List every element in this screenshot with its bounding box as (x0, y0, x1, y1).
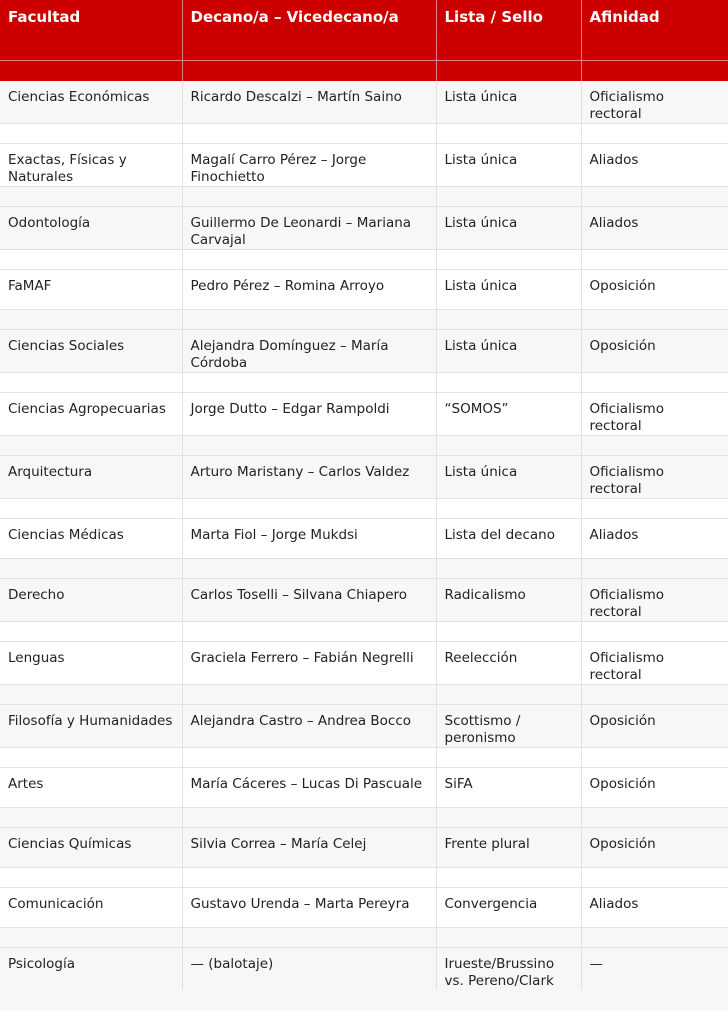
spacer-cell (581, 747, 728, 767)
spacer-cell (581, 927, 728, 947)
spacer-cell (436, 309, 581, 329)
spacer-cell (436, 186, 581, 206)
header-lista: Lista / Sello (436, 0, 581, 60)
spacer-cell (436, 747, 581, 767)
spacer-cell (0, 807, 182, 827)
cell-lista: Reelección (436, 641, 581, 684)
table-row (0, 269, 728, 309)
spacer-cell (182, 249, 436, 269)
header-band (182, 60, 436, 81)
spacer-cell (0, 927, 182, 947)
header-band (581, 60, 728, 81)
table-row (0, 455, 728, 498)
spacer-cell (182, 498, 436, 518)
row-spacer (0, 621, 728, 641)
cell-facultad: Derecho (0, 578, 182, 621)
spacer-cell (0, 186, 182, 206)
cell-lista: Frente plural (436, 827, 581, 867)
spacer-cell (436, 498, 581, 518)
table-body (0, 81, 728, 1010)
cell-afinidad: Oposición (581, 269, 728, 309)
table-row (0, 827, 728, 867)
header-decano: Decano/a – Vicedecano/a (182, 0, 436, 60)
spacer-cell (0, 621, 182, 641)
spacer-cell (436, 621, 581, 641)
cell-lista: Convergencia (436, 887, 581, 927)
spacer-cell (182, 372, 436, 392)
cell-facultad: Artes (0, 767, 182, 807)
spacer-cell (182, 309, 436, 329)
cell-lista: Irueste/Brussino vs. Pereno/Clark (436, 947, 581, 990)
spacer-cell (0, 123, 182, 143)
spacer-cell (182, 435, 436, 455)
cell-autoridades: María Cáceres – Lucas Di Pascuale (182, 767, 436, 807)
cell-lista: SiFA (436, 767, 581, 807)
cell-autoridades: Alejandra Domínguez – María Córdoba (182, 329, 436, 372)
header-facultad: Facultad (0, 0, 182, 60)
spacer-cell (581, 684, 728, 704)
cell-facultad: Ciencias Médicas (0, 518, 182, 558)
cell-autoridades: Jorge Dutto – Edgar Rampoldi (182, 392, 436, 435)
cell-autoridades: Alejandra Castro – Andrea Bocco (182, 704, 436, 747)
table-row (0, 392, 728, 435)
spacer-cell (436, 867, 581, 887)
spacer-cell (436, 372, 581, 392)
cell-afinidad: Oficialismo rectoral (581, 641, 728, 684)
cell-afinidad: Aliados (581, 143, 728, 186)
cell-autoridades: Gustavo Urenda – Marta Pereyra (182, 887, 436, 927)
table-row (0, 578, 728, 621)
spacer-cell (0, 558, 182, 578)
spacer-cell (436, 558, 581, 578)
spacer-cell (0, 747, 182, 767)
spacer-cell (0, 990, 182, 1010)
row-spacer (0, 498, 728, 518)
table-row (0, 329, 728, 372)
cell-lista: Lista única (436, 455, 581, 498)
cell-lista: Lista única (436, 329, 581, 372)
cell-autoridades: Pedro Pérez – Romina Arroyo (182, 269, 436, 309)
spacer-cell (0, 498, 182, 518)
cell-autoridades: — (balotaje) (182, 947, 436, 990)
cell-afinidad: Oficialismo rectoral (581, 392, 728, 435)
header-band (436, 60, 581, 81)
cell-lista: “SOMOS” (436, 392, 581, 435)
spacer-cell (581, 123, 728, 143)
cell-lista: Lista única (436, 269, 581, 309)
spacer-cell (581, 558, 728, 578)
spacer-cell (436, 435, 581, 455)
row-spacer (0, 123, 728, 143)
spacer-cell (182, 990, 436, 1010)
cell-facultad: Filosofía y Humanidades (0, 704, 182, 747)
spacer-cell (581, 372, 728, 392)
cell-afinidad: Oficialismo rectoral (581, 455, 728, 498)
table-row (0, 887, 728, 927)
spacer-cell (436, 807, 581, 827)
spacer-cell (182, 807, 436, 827)
spacer-cell (182, 558, 436, 578)
table-row (0, 641, 728, 684)
cell-facultad: FaMAF (0, 269, 182, 309)
spacer-cell (182, 684, 436, 704)
cell-facultad: Exactas, Físicas y Naturales (0, 143, 182, 186)
cell-autoridades: Carlos Toselli – Silvana Chiapero (182, 578, 436, 621)
spacer-cell (182, 621, 436, 641)
spacer-cell (436, 249, 581, 269)
cell-autoridades: Guillermo De Leonardi – Mariana Carvajal (182, 206, 436, 249)
table-row (0, 767, 728, 807)
spacer-cell (581, 309, 728, 329)
header-afinidad: Afinidad (581, 0, 728, 60)
row-spacer (0, 747, 728, 767)
spacer-cell (182, 186, 436, 206)
cell-autoridades: Magalí Carro Pérez – Jorge Finochietto (182, 143, 436, 186)
cell-lista: Lista única (436, 81, 581, 124)
cell-afinidad: — (581, 947, 728, 990)
spacer-cell (581, 498, 728, 518)
spacer-cell (0, 684, 182, 704)
row-spacer (0, 684, 728, 704)
cell-autoridades: Ricardo Descalzi – Martín Saino (182, 81, 436, 124)
table-row (0, 81, 728, 124)
row-spacer (0, 990, 728, 1010)
row-spacer (0, 309, 728, 329)
spacer-cell (0, 309, 182, 329)
spacer-cell (581, 807, 728, 827)
spacer-cell (581, 249, 728, 269)
table-row (0, 143, 728, 186)
spacer-cell (436, 123, 581, 143)
row-spacer (0, 927, 728, 947)
cell-afinidad: Aliados (581, 887, 728, 927)
table-row (0, 518, 728, 558)
cell-facultad: Ciencias Sociales (0, 329, 182, 372)
row-spacer (0, 807, 728, 827)
spacer-cell (436, 684, 581, 704)
table-row (0, 947, 728, 990)
spacer-cell (0, 249, 182, 269)
cell-lista: Lista del decano (436, 518, 581, 558)
spacer-cell (182, 867, 436, 887)
cell-facultad: Psicología (0, 947, 182, 990)
cell-facultad: Ciencias Agropecuarias (0, 392, 182, 435)
cell-afinidad: Oposición (581, 329, 728, 372)
table-row (0, 206, 728, 249)
row-spacer (0, 249, 728, 269)
row-spacer (0, 372, 728, 392)
row-spacer (0, 867, 728, 887)
cell-facultad: Odontología (0, 206, 182, 249)
cell-afinidad: Oposición (581, 704, 728, 747)
row-spacer (0, 435, 728, 455)
cell-autoridades: Silvia Correa – María Celej (182, 827, 436, 867)
cell-autoridades: Marta Fiol – Jorge Mukdsi (182, 518, 436, 558)
spacer-cell (182, 747, 436, 767)
spacer-cell (581, 867, 728, 887)
cell-afinidad: Aliados (581, 206, 728, 249)
spacer-cell (436, 927, 581, 947)
spacer-cell (581, 621, 728, 641)
cell-facultad: Ciencias Económicas (0, 81, 182, 124)
spacer-cell (436, 990, 581, 1010)
cell-afinidad: Oposición (581, 827, 728, 867)
cell-afinidad: Aliados (581, 518, 728, 558)
row-spacer (0, 186, 728, 206)
spacer-cell (581, 186, 728, 206)
cell-afinidad: Oposición (581, 767, 728, 807)
spacer-cell (0, 867, 182, 887)
cell-facultad: Lenguas (0, 641, 182, 684)
cell-lista: Scottismo / peronismo (436, 704, 581, 747)
cell-lista: Lista única (436, 206, 581, 249)
spacer-cell (0, 435, 182, 455)
cell-afinidad: Oficialismo rectoral (581, 81, 728, 124)
cell-autoridades: Graciela Ferrero – Fabián Negrelli (182, 641, 436, 684)
table-header (0, 0, 728, 81)
cell-lista: Lista única (436, 143, 581, 186)
cell-afinidad: Oficialismo rectoral (581, 578, 728, 621)
cell-facultad: Arquitectura (0, 455, 182, 498)
cell-lista: Radicalismo (436, 578, 581, 621)
cell-facultad: Comunicación (0, 887, 182, 927)
cell-autoridades: Arturo Maristany – Carlos Valdez (182, 455, 436, 498)
spacer-cell (182, 123, 436, 143)
spacer-cell (182, 927, 436, 947)
spacer-cell (581, 990, 728, 1010)
spacer-cell (0, 372, 182, 392)
row-spacer (0, 558, 728, 578)
spacer-cell (581, 435, 728, 455)
header-band (0, 60, 182, 81)
table-row (0, 704, 728, 747)
cell-facultad: Ciencias Químicas (0, 827, 182, 867)
